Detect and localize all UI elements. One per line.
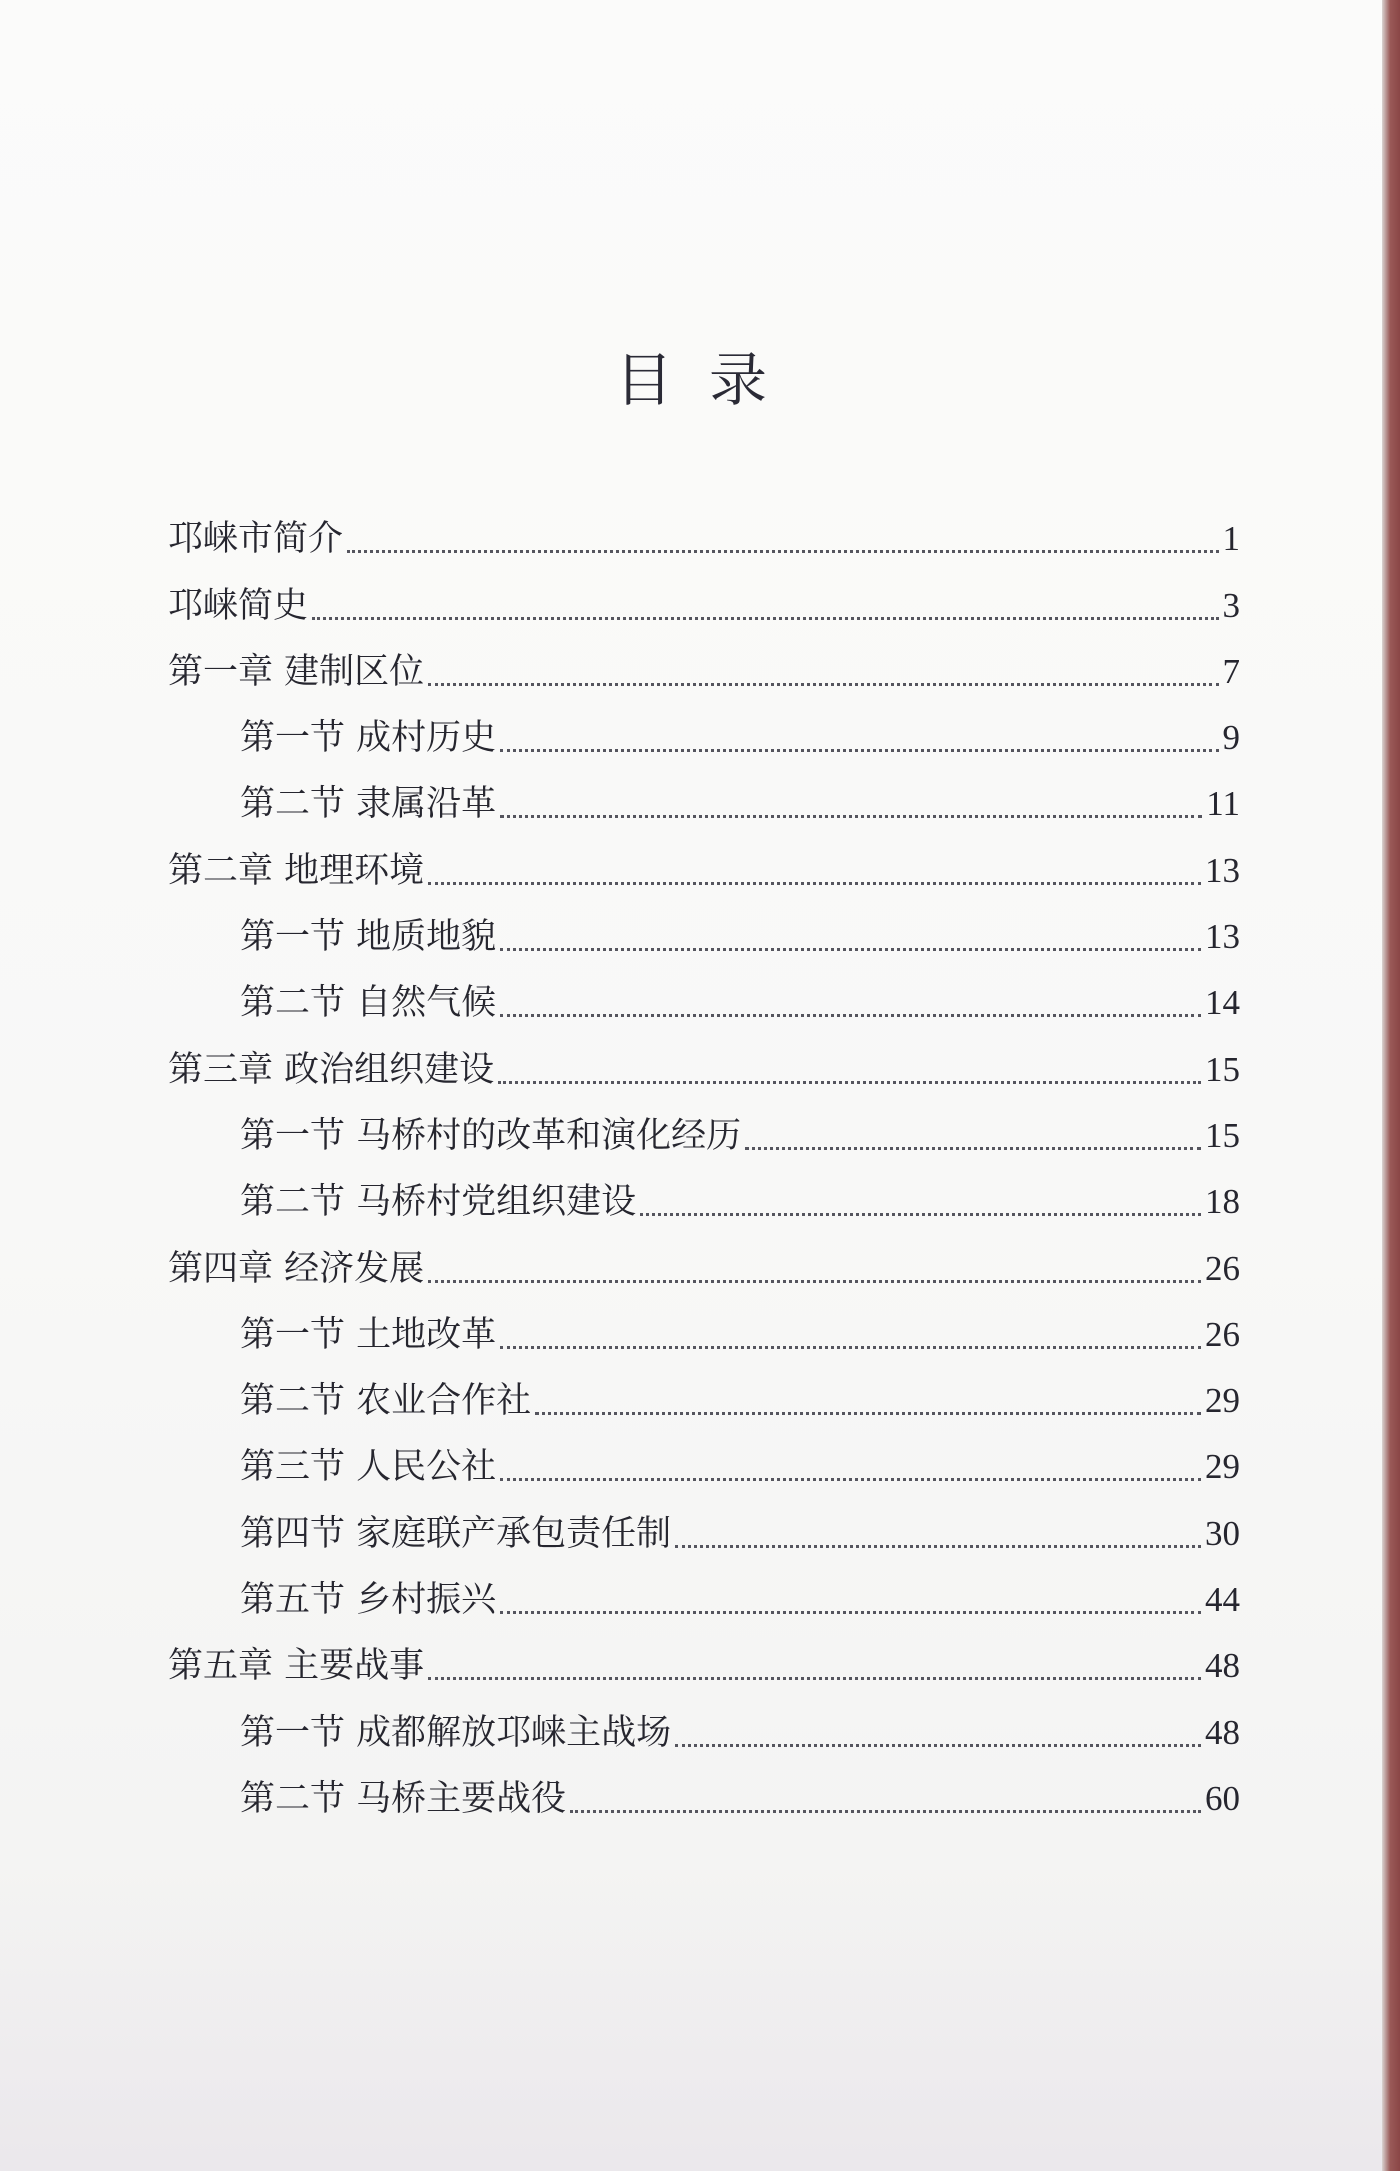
toc-chapter-entry: [0, 633, 1382, 699]
toc-section-entry: [0, 1362, 1382, 1428]
dot-leader: [500, 1014, 1201, 1017]
toc-page-number: 9: [1222, 718, 1240, 758]
toc-entry-label: 第二节 农业合作社: [240, 1381, 532, 1422]
toc-page-number: 13: [1205, 917, 1240, 957]
toc-entry-label: 第二节 马桥村党组织建设: [240, 1182, 637, 1223]
dot-leader: [745, 1147, 1201, 1150]
dot-leader: [675, 1545, 1201, 1548]
toc-page-number: 7: [1222, 651, 1240, 691]
toc-chapter-entry: [0, 1627, 1382, 1693]
dot-leader: [500, 1611, 1201, 1614]
toc-entry-label: 第二节 隶属沿革: [240, 784, 497, 825]
toc-section-entry: [0, 765, 1382, 831]
dot-leader: [500, 1478, 1201, 1481]
book-edge: [1382, 0, 1400, 2171]
dot-leader: [312, 617, 1218, 620]
toc-section-entry: [0, 1097, 1382, 1163]
toc-section-entry: [0, 1760, 1382, 1826]
toc-title: 目录: [614, 346, 803, 414]
toc-entry-label: 第二节 马桥主要战役: [240, 1778, 567, 1819]
toc-list: [0, 500, 1382, 1826]
dot-leader: [640, 1213, 1201, 1216]
toc-section-entry: [0, 1494, 1382, 1560]
toc-page-number: 60: [1205, 1778, 1240, 1818]
toc-section-entry: [0, 699, 1382, 765]
dot-leader: [498, 1081, 1201, 1084]
toc-entry-label: 第四章 经济发展: [168, 1248, 425, 1289]
toc-entry-label: 第一节 成都解放邛崃主战场: [240, 1712, 672, 1753]
toc-entry-label: 第一节 马桥村的改革和演化经历: [240, 1115, 742, 1156]
toc-entry-label: 第三章 政治组织建设: [168, 1049, 495, 1090]
dot-leader: [500, 1346, 1201, 1349]
toc-entry-label: 第五节 乡村振兴: [240, 1580, 497, 1621]
toc-entry-label: 第二节 自然气候: [240, 983, 497, 1024]
dot-leader: [570, 1810, 1201, 1813]
toc-entry-label: 第四节 家庭联产承包责任制: [240, 1513, 672, 1554]
toc-section-entry: [0, 1296, 1382, 1362]
dot-leader: [428, 683, 1218, 686]
toc-section-entry: [0, 898, 1382, 964]
toc-entry-label: 第五章 主要战事: [168, 1646, 425, 1687]
toc-page-number: 15: [1205, 1115, 1240, 1155]
toc-page-number: 13: [1205, 850, 1240, 890]
toc-chapter-entry: [0, 566, 1382, 632]
dot-leader: [500, 815, 1202, 818]
toc-page-number: 15: [1205, 1049, 1240, 1089]
toc-entry-label: 第一章 建制区位: [168, 651, 425, 692]
dot-leader: [500, 749, 1218, 752]
toc-entry-label: 邛崃市简介: [168, 519, 344, 560]
toc-entry-label: 第二章 地理环境: [168, 850, 425, 891]
toc-page-number: 44: [1205, 1580, 1240, 1620]
toc-page-number: 30: [1205, 1513, 1240, 1553]
toc-page-number: 26: [1205, 1248, 1240, 1288]
toc-entry-label: 邛崃简史: [168, 585, 309, 626]
dot-leader: [428, 882, 1201, 885]
toc-section-entry: [0, 1163, 1382, 1229]
toc-page-number: 29: [1205, 1447, 1240, 1487]
toc-entry-label: 第一节 成村历史: [240, 718, 497, 759]
dot-leader: [675, 1744, 1201, 1747]
toc-page-number: 11: [1206, 784, 1240, 824]
toc-page-number: 18: [1205, 1182, 1240, 1222]
toc-page-number: 1: [1222, 519, 1240, 559]
toc-section-entry: [0, 1693, 1382, 1759]
toc-section-entry: [0, 964, 1382, 1030]
toc-section-entry: [0, 1561, 1382, 1627]
toc-chapter-entry: [0, 500, 1382, 566]
toc-chapter-entry: [0, 1229, 1382, 1295]
toc-entry-label: 第三节 人民公社: [240, 1447, 497, 1488]
toc-page-number: 48: [1205, 1712, 1240, 1752]
toc-entry-label: 第一节 土地改革: [240, 1314, 497, 1355]
toc-page-number: 29: [1205, 1381, 1240, 1421]
toc-entry-label: 第一节 地质地貌: [240, 917, 497, 958]
page-tint: [0, 1871, 1382, 2171]
toc-section-entry: [0, 1428, 1382, 1494]
toc-page-number: 3: [1222, 585, 1240, 625]
dot-leader: [500, 948, 1201, 951]
toc-page-number: 26: [1205, 1314, 1240, 1354]
dot-leader: [428, 1677, 1201, 1680]
toc-chapter-entry: [0, 831, 1382, 897]
toc-page-number: 48: [1205, 1646, 1240, 1686]
dot-leader: [535, 1412, 1201, 1415]
dot-leader: [428, 1280, 1201, 1283]
toc-page-number: 14: [1205, 983, 1240, 1023]
dot-leader: [347, 550, 1218, 553]
toc-chapter-entry: [0, 1030, 1382, 1096]
